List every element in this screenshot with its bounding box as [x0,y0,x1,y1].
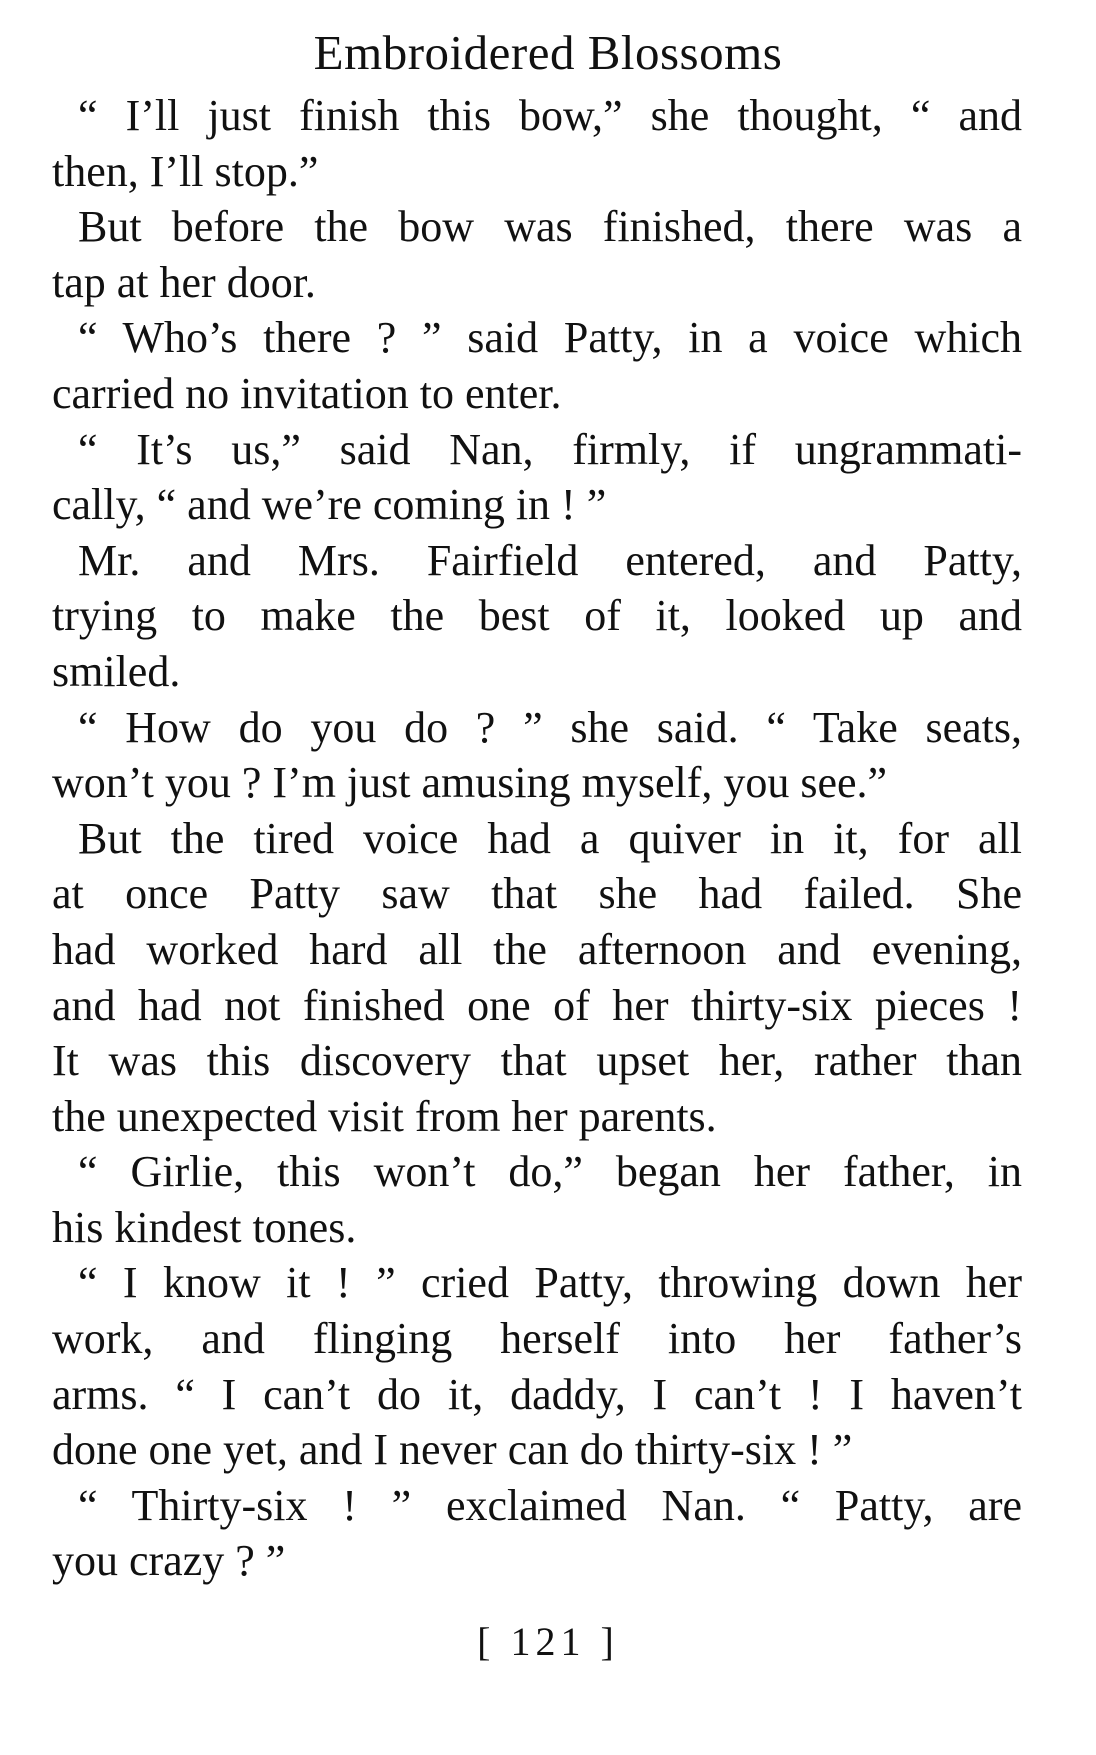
text-line: “ It’s us,” said Nan, firmly, if ungrammati- [78,424,1022,474]
text-line: his kindest tones. [52,1202,357,1252]
text-line: then, I’ll stop.” [52,146,319,196]
running-head: Embroidered Blossoms [313,25,783,80]
text-line: “ Who’s there ? ” said Patty, in a voice which [78,313,1022,363]
paragraph [52,310,1022,421]
paragraph [52,1144,1022,1255]
text-line: won’t you ? I’m just amusing myself, you see.” [52,758,888,808]
text-line: But the tired voice had a quiver in it, for all [78,813,1022,863]
text-line: “ I know it ! ” cried Patty, throwing down her [78,1258,1022,1308]
text-line: “ Thirty-six ! ” exclaimed Nan. “ Patty, are [78,1480,1022,1530]
text-line: had worked hard all the afternoon and evening, [52,924,1022,974]
paragraph [52,1478,1022,1589]
text-line: “ I’ll just finish this bow,” she thought, “ and [78,91,1022,140]
paragraph [52,199,1022,310]
paragraph [52,422,1022,533]
body-text [52,88,1022,1589]
text-line: Mr. and Mrs. Fairfield entered, and Patty, [78,535,1022,585]
text-line: at once Patty saw that she had failed. She [52,869,1022,919]
text-line: tap at her door. [52,257,316,307]
paragraph [52,533,1022,700]
paragraph [52,700,1022,811]
text-line: smiled. [52,646,181,696]
text-line: It was this discovery that upset her, rather than [52,1036,1022,1086]
text-line: But before the bow was finished, there was a [78,202,1022,252]
text-line: “ How do you do ? ” she said. “ Take seats, [78,702,1022,752]
text-line: work, and flinging herself into her father’s [52,1314,1022,1364]
text-line: “ Girlie, this won’t do,” began her father, in [78,1147,1022,1197]
text-line: carried no invitation to enter. [52,368,562,418]
paragraph [52,811,1022,1145]
text-line: done one yet, and I never can do thirty-six ! ” [52,1425,853,1475]
text-line: you crazy ? ” [52,1536,286,1586]
text-line: arms. “ I can’t do it, daddy, I can’t ! I haven’t [52,1369,1022,1419]
paragraph [52,88,1022,199]
paragraph [52,1255,1022,1477]
text-line: the unexpected visit from her parents. [52,1091,717,1141]
page-number: [ 121 ] [477,1619,619,1664]
text-line: trying to make the best of it, looked up and [52,591,1022,641]
text-line: and had not finished one of her thirty-six pieces ! [52,980,1022,1030]
text-line: cally, “ and we’re coming in ! ” [52,480,607,530]
